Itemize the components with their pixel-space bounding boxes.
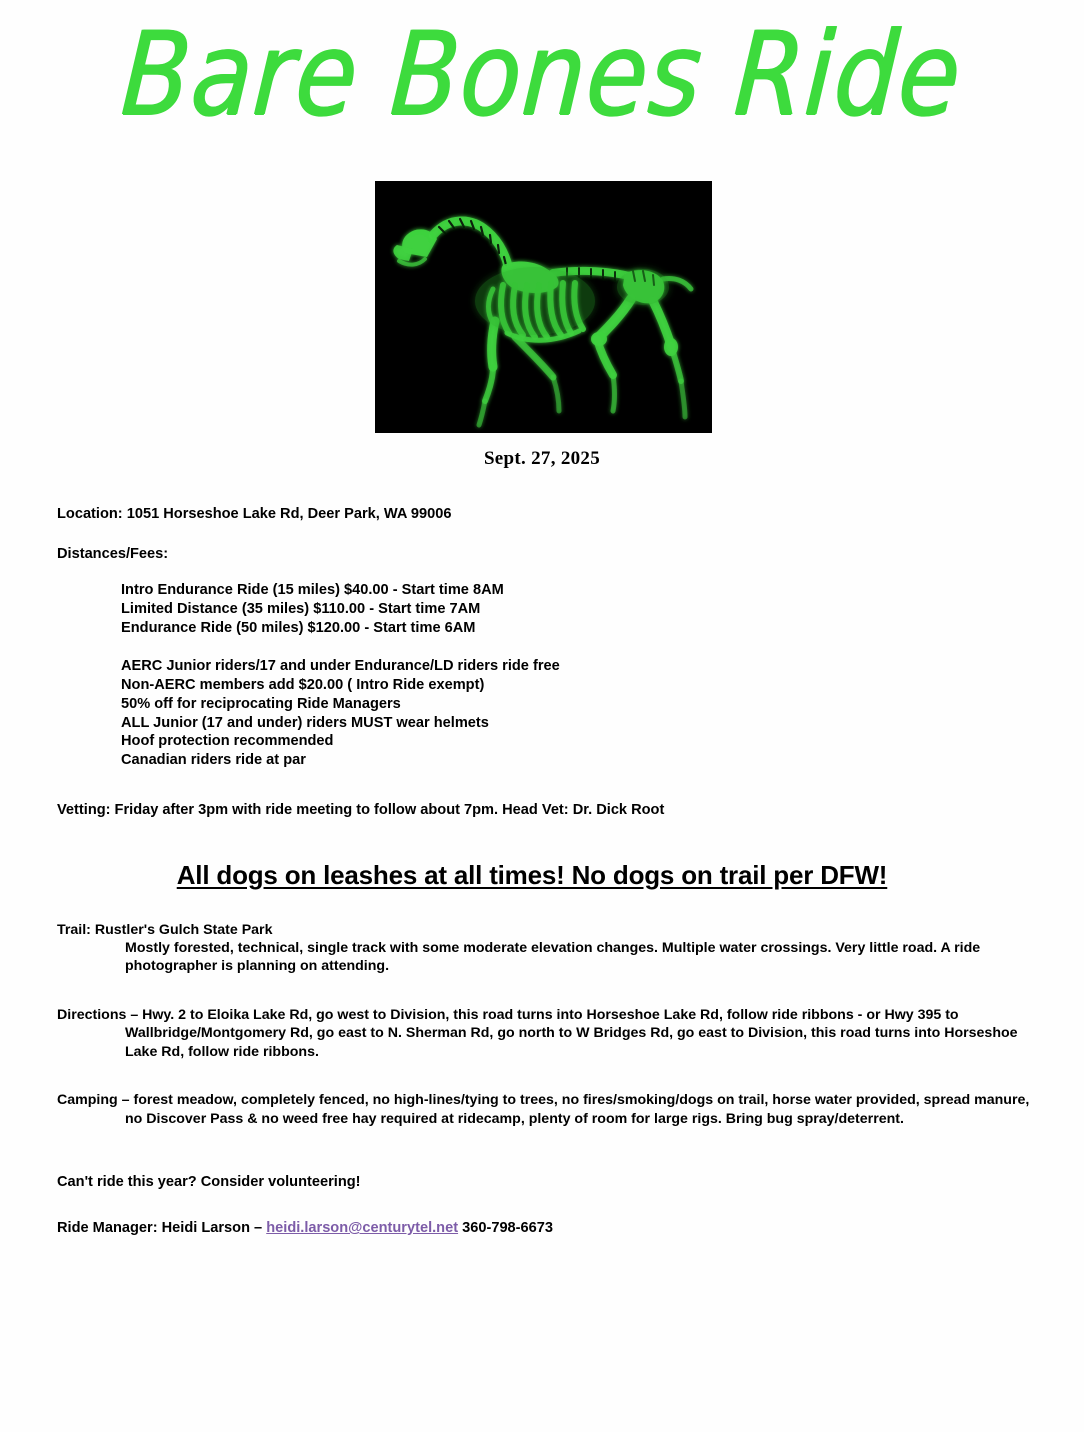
- rule-item: Canadian riders ride at par: [121, 751, 306, 768]
- trail-section: [57, 921, 1047, 976]
- directions-section: Directions – Hwy. 2 to Eloika Lake Rd, go west to Division, this road turns into Horseshoe Lake Rd, follow ride ribbons - or Hwy 395 to Wallbridge/Montgomery Rd, go east to N. Sherman Rd, go north to W Bridges Rd, go east to Division, this road turns into Horseshoe Lake Rd, follow ride ribbons.: [57, 1006, 1018, 1060]
- rule-item: AERC Junior riders/17 and under Endurance/LD riders ride free: [121, 658, 560, 675]
- flyer-body: [57, 505, 1047, 1236]
- fee-item: Intro Endurance Ride (15 miles) $40.00 - Start time 8AM: [121, 582, 504, 599]
- location-line: Location: 1051 Horseshoe Lake Rd, Deer Park, WA 99006: [57, 506, 452, 522]
- ride-manager-phone: 360-798-6673: [458, 1220, 554, 1237]
- horse-skeleton-photo: [375, 181, 712, 433]
- vetting-line: Vetting: Friday after 3pm with ride meeting to follow about 7pm. Head Vet: Dr. Dick Root: [57, 801, 665, 818]
- title-container: [0, 0, 1084, 143]
- rule-item: Hoof protection recommended: [121, 733, 334, 750]
- fee-item: Endurance Ride (50 miles) $120.00 - Start time 6AM: [121, 619, 476, 636]
- volunteer-line: Can't ride this year? Consider volunteering!: [57, 1174, 361, 1191]
- rule-item: Non-AERC members add $20.00 ( Intro Ride exempt): [121, 677, 485, 694]
- trail-heading: Trail: Rustler's Gulch State Park: [57, 921, 273, 938]
- event-date: Sept. 27, 2025: [483, 448, 601, 469]
- distances-heading: Distances/Fees:: [57, 546, 169, 563]
- rule-item: ALL Junior (17 and under) riders MUST wear helmets: [121, 714, 489, 731]
- rule-item: 50% off for reciprocating Ride Managers: [121, 695, 401, 712]
- spacer: [57, 523, 1047, 545]
- rules-list: [121, 657, 1047, 769]
- trail-description: Mostly forested, technical, single track with some moderate elevation changes. Multiple water crossings. Very little road. A ride photographer is planning on attending.: [125, 939, 981, 975]
- dogs-policy-banner: All dogs on leashes at all times! No dogs on trail per DFW!: [176, 859, 888, 890]
- page-title: Bare Bones Ride: [117, 7, 967, 143]
- ride-manager-line: [57, 1220, 1047, 1236]
- ride-manager-prefix: Ride Manager: Heidi Larson –: [57, 1220, 267, 1237]
- fee-item: Limited Distance (35 miles) $110.00 - Start time 7AM: [121, 601, 481, 618]
- camping-section: Camping – forest meadow, completely fenced, no high-lines/tying to trees, no fires/smoking/dogs on trail, horse water provided, spread manure, no Discover Pass & no weed free hay required at ridecamp, plenty of room for large rigs. Bring bug spray/deterrent.: [57, 1092, 1030, 1127]
- skeleton-horse-illustration: [375, 181, 712, 433]
- fees-list: [121, 581, 1047, 637]
- ride-manager-email-link[interactable]: heidi.larson@centurytel.net: [266, 1220, 459, 1237]
